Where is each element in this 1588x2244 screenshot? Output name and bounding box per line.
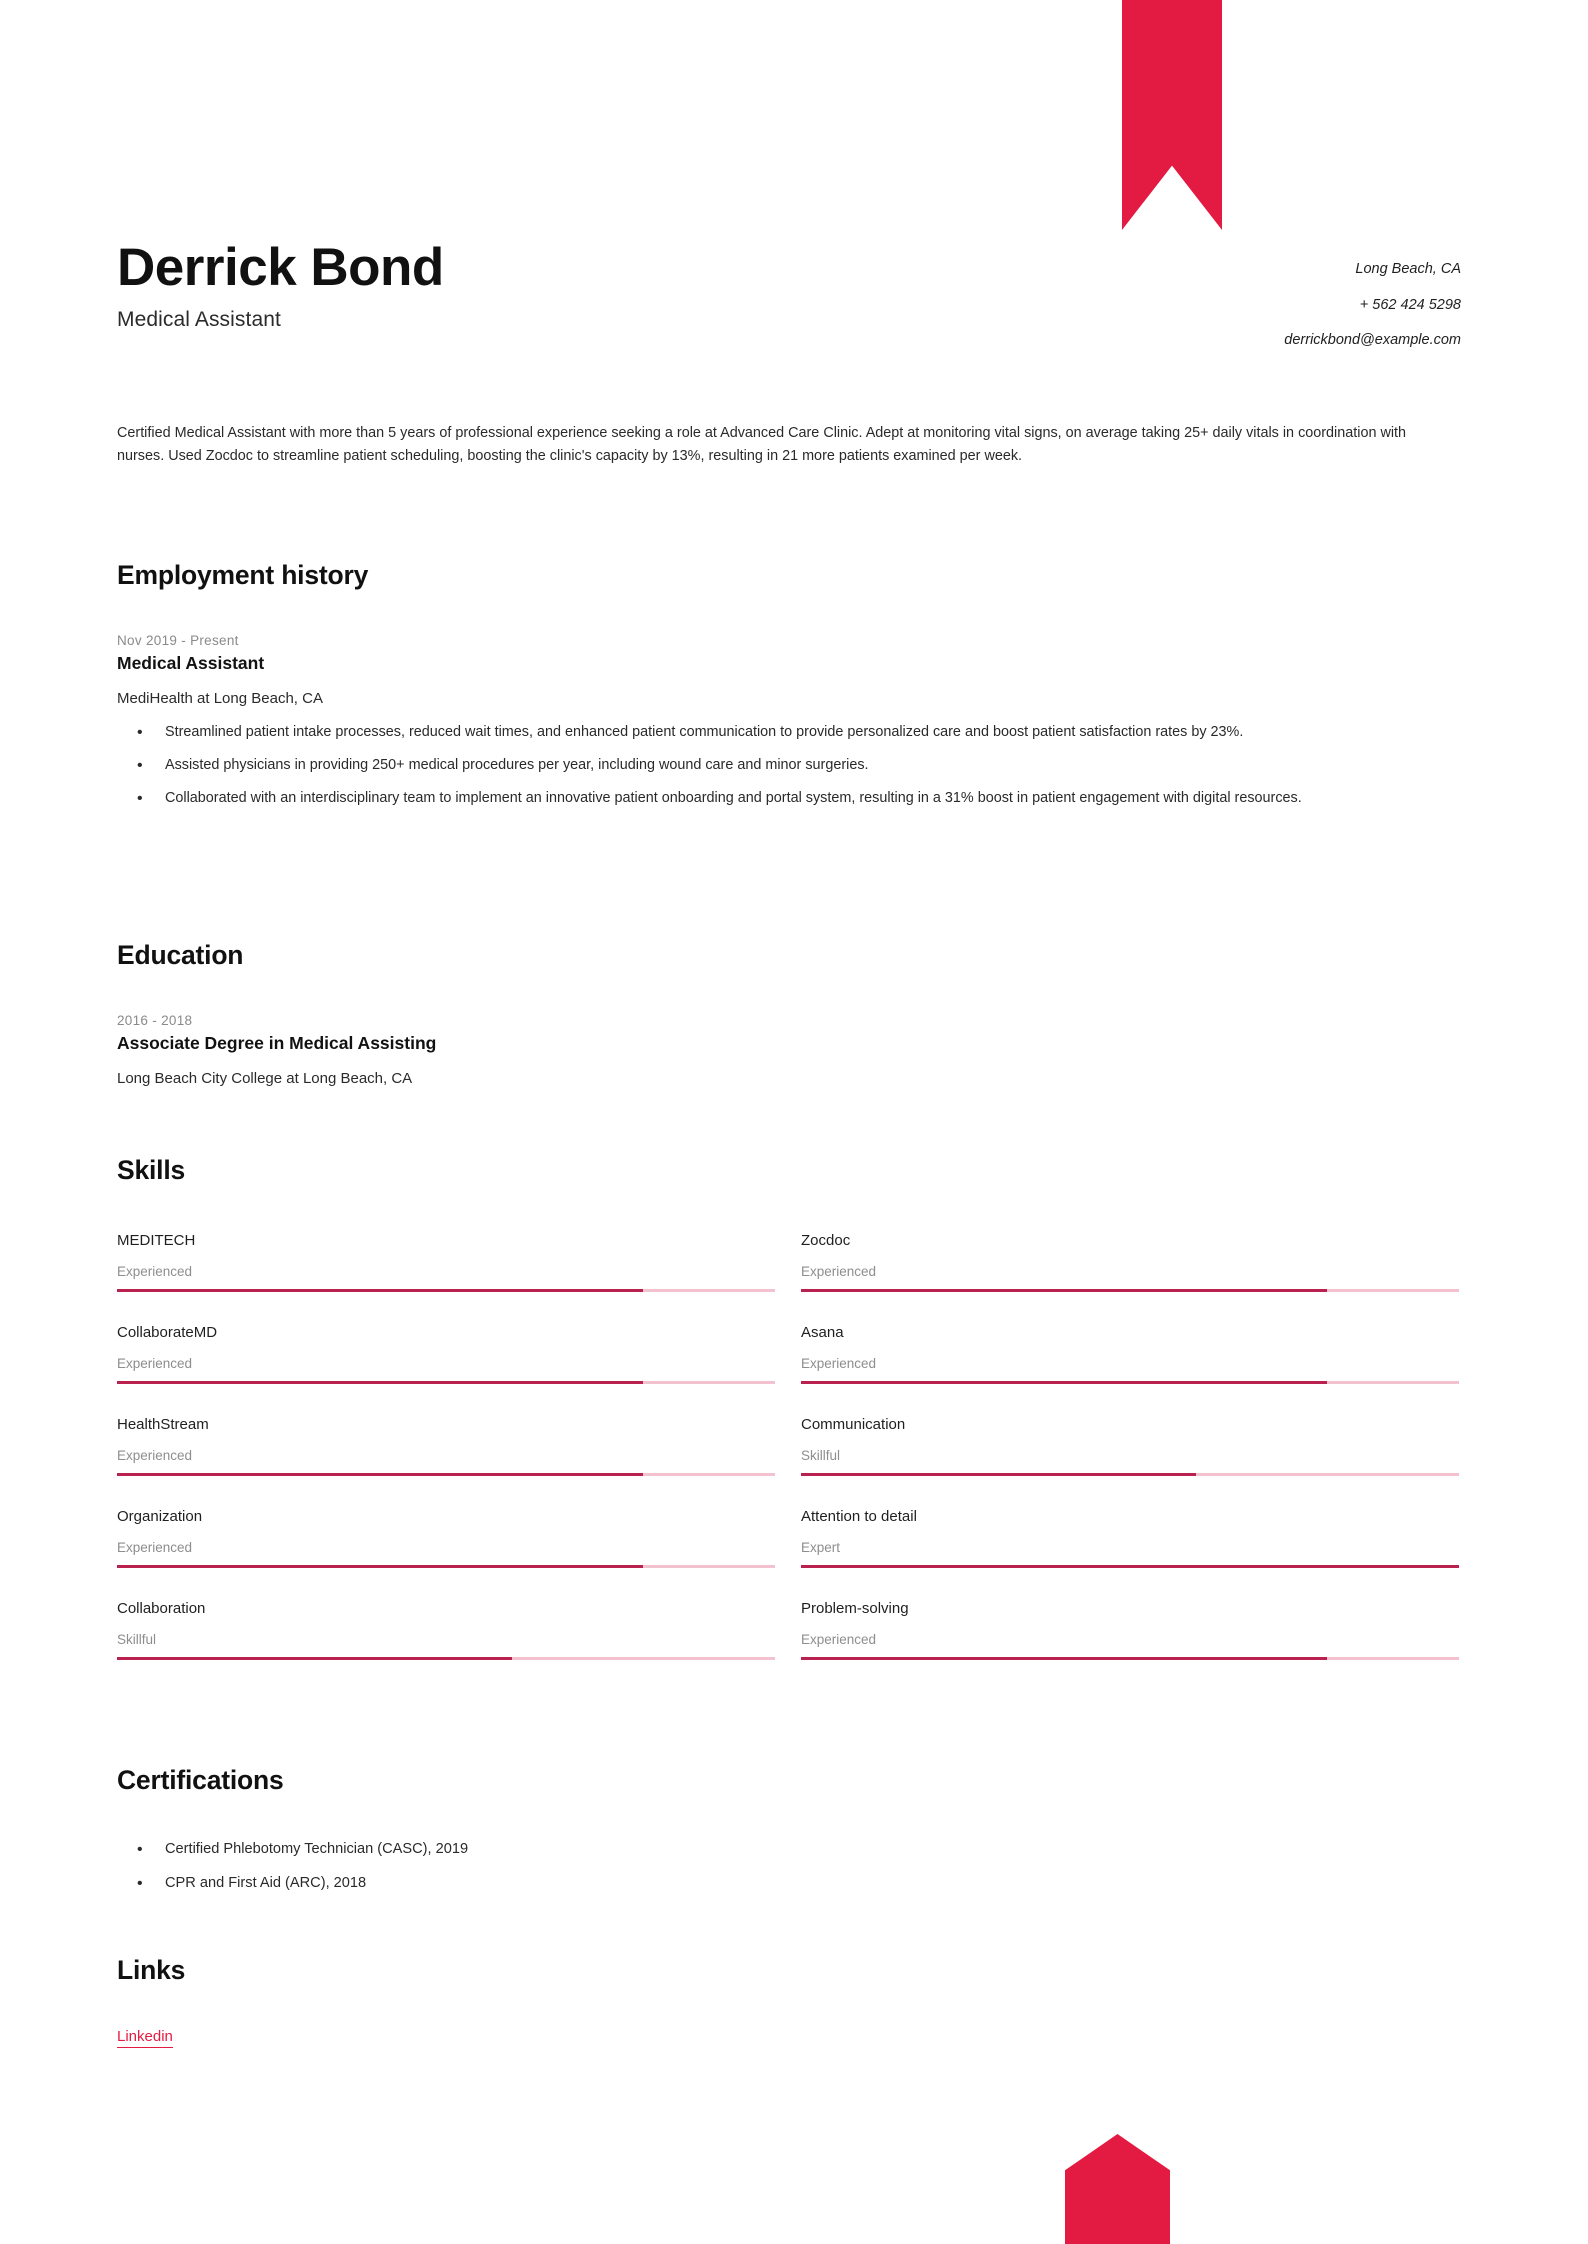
skill-level: Skillful <box>117 1632 157 1647</box>
skill-progress-fill <box>801 1473 1196 1476</box>
skill-name: Zocdoc <box>801 1232 851 1249</box>
skill-name: CollaborateMD <box>117 1324 218 1341</box>
professional-summary: Certified Medical Assistant with more than 5 years of professional experience seeking a role at Advanced Care Clinic. Adept at monitoring vital signs, on average taking 25+ daily vitals in coordination with nurses. Used Zocdoc to streamline patient scheduling, boosting the clinic's capacity by 13%, resulting in 21 more patients examined per week. <box>117 425 1407 465</box>
section-title-education: Education <box>117 940 244 970</box>
skill-progress-fill <box>801 1565 1459 1568</box>
identity-block <box>117 236 444 332</box>
skill-progress-fill <box>117 1381 643 1384</box>
section-education <box>117 940 1437 1101</box>
section-title-skills: Skills <box>117 1155 186 1185</box>
skill-progress-bar <box>801 1289 1459 1292</box>
section-employment-history <box>117 560 1437 820</box>
employment-bullet: • Streamlined patient intake processes, reduced wait times, and enhanced patient communication to provide personalized care and boost patient satisfaction rates by 23%. <box>165 721 1437 744</box>
employment-bullet-list <box>117 721 1437 810</box>
certification-list <box>117 1838 1437 1896</box>
education-entry-title: Associate Degree in Medical Assisting <box>117 1033 437 1053</box>
link-list <box>117 2028 1437 2048</box>
skill-item <box>801 1416 1459 1508</box>
candidate-name: Derrick Bond <box>117 238 444 297</box>
employment-bullet: • Collaborated with an interdisciplinary team to implement an innovative patient onboarding and portal system, resulting in a 31% boost in patient engagement with digital resources. <box>165 787 1437 810</box>
candidate-job-title: Medical Assistant <box>117 307 281 331</box>
skill-item <box>801 1232 1459 1324</box>
education-entries <box>117 1013 1437 1087</box>
employment-entries <box>117 633 1437 810</box>
contact-block <box>1284 236 1471 348</box>
skill-progress-bar <box>117 1657 775 1660</box>
skill-progress-bar <box>117 1381 775 1384</box>
ribbon-bottom-decoration <box>1065 2134 1170 2244</box>
section-links <box>117 1955 1437 2048</box>
skill-name: Communication <box>801 1416 906 1433</box>
skill-name: Problem-solving <box>801 1600 909 1617</box>
skill-name: Asana <box>801 1324 844 1341</box>
employment-entry <box>117 633 1437 810</box>
section-title-links: Links <box>117 1955 186 1985</box>
employment-entry-date: Nov 2019 - Present <box>117 633 239 648</box>
skill-level: Experienced <box>117 1448 193 1463</box>
skill-level: Experienced <box>801 1264 877 1279</box>
education-entry-organization: Long Beach City College at Long Beach, CA <box>117 1070 413 1087</box>
skill-progress-bar <box>117 1289 775 1292</box>
skill-progress-bar <box>801 1473 1459 1476</box>
skill-item <box>117 1324 775 1416</box>
education-entry-date: 2016 - 2018 <box>117 1013 193 1028</box>
skill-name: MEDITECH <box>117 1232 196 1249</box>
skill-level: Experienced <box>117 1356 193 1371</box>
skill-level: Experienced <box>117 1540 193 1555</box>
skill-item <box>801 1508 1459 1600</box>
skill-item <box>117 1600 775 1692</box>
skill-progress-bar <box>117 1565 775 1568</box>
skill-progress-bar <box>801 1381 1459 1384</box>
contact-location: Long Beach, CA <box>1355 261 1461 277</box>
skill-name: HealthStream <box>117 1416 209 1433</box>
ribbon-top-decoration <box>1122 0 1222 230</box>
section-skills <box>117 1155 1437 1692</box>
skill-progress-fill <box>801 1381 1327 1384</box>
skill-level: Experienced <box>801 1632 877 1647</box>
contact-phone: + 562 424 5298 <box>1359 296 1461 313</box>
skill-level: Expert <box>801 1540 841 1555</box>
skill-progress-fill <box>801 1289 1327 1292</box>
education-entry <box>117 1013 1437 1087</box>
employment-bullet: • Assisted physicians in providing 250+ medical procedures per year, including wound care and minor surgeries. <box>165 754 1437 777</box>
employment-entry-organization: MediHealth at Long Beach, CA <box>117 690 323 707</box>
skill-progress-fill <box>801 1657 1327 1660</box>
skill-item <box>801 1324 1459 1416</box>
skill-progress-fill <box>117 1657 512 1660</box>
section-title-certifications: Certifications <box>117 1765 284 1795</box>
employment-entry-title: Medical Assistant <box>117 653 265 673</box>
skill-progress-bar <box>117 1473 775 1476</box>
certification-item: • Certified Phlebotomy Technician (CASC), 2019 <box>165 1838 1437 1861</box>
certification-item: • CPR and First Aid (ARC), 2018 <box>165 1872 1437 1895</box>
skill-item <box>801 1600 1459 1692</box>
skills-grid <box>117 1232 1437 1692</box>
link-linkedin[interactable]: Linkedin <box>117 2028 173 2048</box>
skill-progress-bar <box>801 1657 1459 1660</box>
skill-level: Experienced <box>117 1264 193 1279</box>
skill-item <box>117 1232 775 1324</box>
skill-name: Attention to detail <box>801 1508 917 1525</box>
skill-item <box>117 1416 775 1508</box>
skill-level: Experienced <box>801 1356 877 1371</box>
skill-level: Skillful <box>801 1448 841 1463</box>
section-title-employment: Employment history <box>117 560 369 590</box>
contact-email: derrickbond@example.com <box>1284 332 1461 348</box>
skill-progress-fill <box>117 1565 643 1568</box>
skill-progress-fill <box>117 1473 643 1476</box>
skill-name: Organization <box>117 1508 203 1525</box>
skill-name: Collaboration <box>117 1600 206 1617</box>
section-certifications <box>117 1765 1437 1907</box>
skill-progress-fill <box>117 1289 643 1292</box>
skill-progress-bar <box>801 1565 1459 1568</box>
resume-header <box>117 236 1471 348</box>
skill-item <box>117 1508 775 1600</box>
